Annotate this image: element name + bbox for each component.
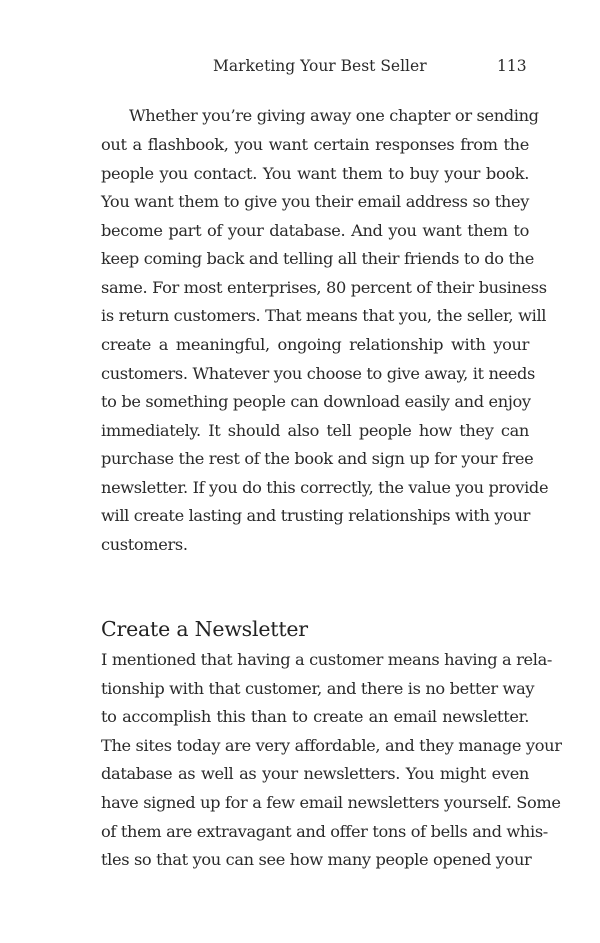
paragraph-line: people you contact. You want them to buy your book. bbox=[101, 164, 529, 183]
paragraph-line: The sites today are very affordable, and they manage your bbox=[101, 736, 562, 755]
paragraph-line: of them are extravagant and offer tons of bells and whis- bbox=[101, 822, 548, 841]
paragraph-line: create a meaningful, ongoing relationship with your bbox=[101, 335, 529, 354]
paragraph-line: tionship with that customer, and there is no better way bbox=[101, 679, 535, 698]
paragraph-line: out a flashbook, you want certain responses from the bbox=[101, 135, 529, 154]
page-number: 113 bbox=[497, 57, 527, 75]
paragraph-line: to be something people can download easily and enjoy bbox=[101, 392, 531, 411]
paragraph-line: I mentioned that having a customer means having a rela- bbox=[101, 650, 553, 669]
running-head-title: Marketing Your Best Seller bbox=[213, 57, 427, 75]
running-head bbox=[0, 57, 600, 81]
paragraph-line: Whether you’re giving away one chapter or sending bbox=[129, 106, 539, 125]
section-heading: Create a Newsletter bbox=[101, 617, 308, 641]
paragraph-line: to accomplish this than to create an email newsletter. bbox=[101, 707, 529, 726]
paragraph-line: customers. bbox=[101, 535, 188, 554]
paragraph-line: customers. Whatever you choose to give away, it needs bbox=[101, 364, 535, 383]
paragraph-line: purchase the rest of the book and sign up for your free bbox=[101, 449, 534, 468]
paragraph-line: database as well as your newsletters. You might even bbox=[101, 764, 529, 783]
paragraph-line: have signed up for a few email newsletters yourself. Some bbox=[101, 793, 561, 812]
paragraph-line: keep coming back and telling all their friends to do the bbox=[101, 249, 534, 268]
paragraph-line: You want them to give you their email address so they bbox=[101, 192, 529, 211]
paragraph-line: newsletter. If you do this correctly, the value you provide bbox=[101, 478, 549, 497]
paragraph-line: become part of your database. And you want them to bbox=[101, 221, 529, 240]
paragraph-line: tles so that you can see how many people opened your bbox=[101, 850, 532, 869]
paragraph-line: will create lasting and trusting relationships with your bbox=[101, 506, 531, 525]
paragraph-line: immediately. It should also tell people how they can bbox=[101, 421, 529, 440]
paragraph-line: same. For most enterprises, 80 percent of their business bbox=[101, 278, 547, 297]
paragraph-line: is return customers. That means that you, the seller, will bbox=[101, 306, 547, 325]
